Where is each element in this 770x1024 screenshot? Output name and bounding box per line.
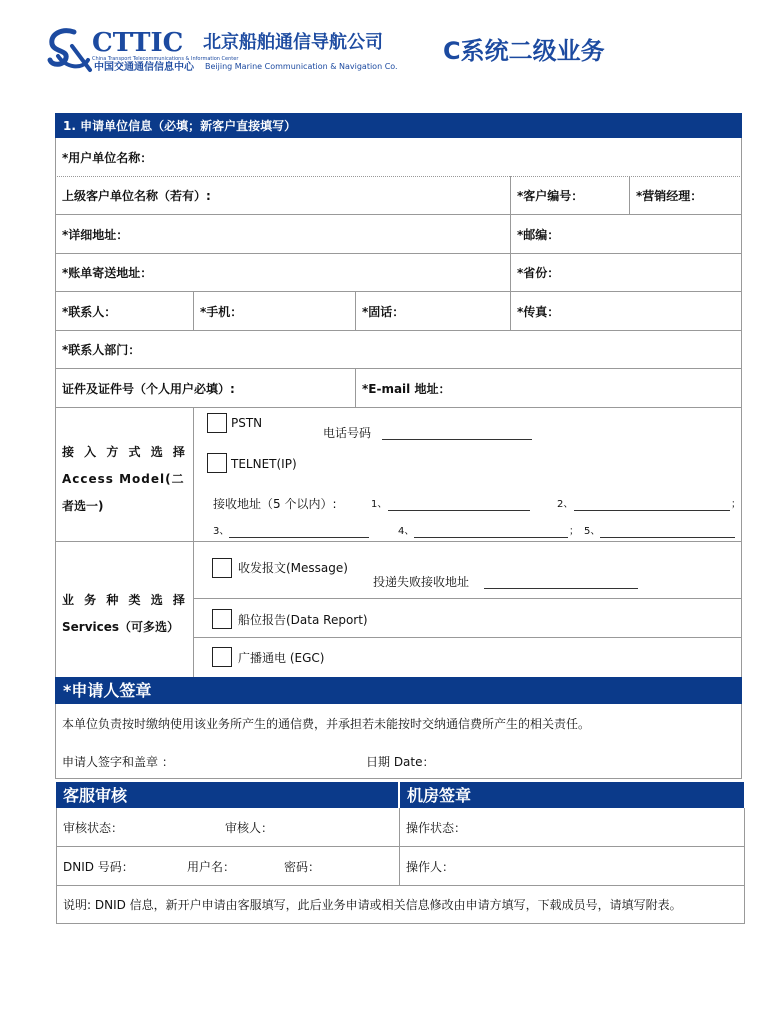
- field-landline: *固话：: [362, 305, 405, 319]
- field-province: *省份：: [517, 266, 560, 280]
- telnet-label: TELNET(IP): [231, 457, 297, 471]
- section1-title: 1. 申请单位信息（必填；新客户直接填写）: [63, 119, 297, 133]
- data-report-checkbox[interactable]: [212, 609, 232, 629]
- cs-review-title: 客服审核: [63, 786, 128, 805]
- field-user-unit: *用户单位名称：: [62, 151, 153, 165]
- field-sales-manager: *营销经理：: [636, 189, 703, 203]
- recv-addr-1-line[interactable]: [388, 510, 530, 511]
- recv-addr-label: 接收地址（5 个以内）:: [213, 497, 337, 511]
- telnet-checkbox[interactable]: [207, 453, 227, 473]
- field-customer-no: *客户编号：: [517, 189, 584, 203]
- op-status-label: 操作状态：: [406, 821, 467, 835]
- doc-title: C系统二级业务: [443, 37, 605, 65]
- message-checkbox[interactable]: [212, 558, 232, 578]
- egc-checkbox[interactable]: [212, 647, 232, 667]
- username-label: 用户名：: [187, 860, 236, 874]
- field-address: *详细地址：: [62, 228, 129, 242]
- logo-cttic: CTTIC: [92, 28, 184, 58]
- recv-addr-2-line[interactable]: [574, 510, 730, 511]
- field-contact-dept: *联系人部门：: [62, 343, 141, 357]
- dnid-label: DNID 号码：: [63, 860, 134, 874]
- field-email: *E-mail 地址：: [362, 382, 451, 396]
- room-sign-title: 机房签章: [407, 786, 472, 805]
- field-bill-address: *账单寄送地址：: [62, 266, 153, 280]
- review-status-label: 审核状态：: [63, 821, 124, 835]
- field-fax: *传真：: [517, 305, 560, 319]
- pstn-label: PSTN: [231, 416, 263, 430]
- fail-addr-line[interactable]: [484, 588, 638, 589]
- egc-label: 广播通电 (EGC): [238, 651, 325, 665]
- company-name-cn: 北京船舶通信导航公司: [203, 32, 383, 53]
- review-note: 说明: DNID 信息，新开户申请由客服填写，此后业务申请或相关信息修改由申请方填写，下载成员号，请填写附表。: [63, 898, 682, 912]
- field-mobile: *手机：: [200, 305, 243, 319]
- message-label: 收发报文(Message): [238, 561, 348, 575]
- logo-small-en: China Transport Telecommunications & Information Center: [92, 56, 239, 62]
- field-parent-unit: 上级客户单位名称（若有）:: [62, 189, 211, 203]
- signature-statement: 本单位负责按时缴纳使用该业务所产生的通信费，并承担若未能按时交纳通信费所产生的相关责任。: [62, 717, 591, 731]
- recv-addr-5-line[interactable]: [600, 537, 735, 538]
- recv-addr-4-line[interactable]: [414, 537, 568, 538]
- operator-label: 操作人：: [406, 860, 455, 874]
- pstn-checkbox[interactable]: [207, 413, 227, 433]
- center-name-cn: 中国交通通信信息中心: [94, 62, 194, 73]
- field-postcode: *邮编：: [517, 228, 560, 242]
- phone-no-line[interactable]: [382, 439, 532, 440]
- reviewer-label: 审核人：: [225, 821, 274, 835]
- data-report-label: 船位报告(Data Report): [238, 613, 368, 627]
- signature-title: *申请人签章: [63, 681, 152, 700]
- sign-label: 申请人签字和盖章 ：: [62, 755, 174, 769]
- phone-no-label: 电话号码: [323, 426, 372, 440]
- company-logo-icon: [44, 26, 94, 74]
- signature-header: [55, 677, 742, 704]
- recv-addr-3-line[interactable]: [229, 537, 369, 538]
- field-id-number: 证件及证件号（个人用户必填）:: [62, 382, 235, 396]
- date-label: 日期 Date：: [366, 755, 435, 769]
- section1-header: [55, 113, 742, 138]
- cs-review-header: [56, 782, 398, 808]
- field-contact: *联系人：: [62, 305, 117, 319]
- room-sign-header: [400, 782, 744, 808]
- company-name-en: Beijing Marine Communication & Navigation Co.: [205, 62, 398, 71]
- password-label: 密码：: [284, 860, 321, 874]
- fail-addr-label: 投递失败接收地址: [373, 575, 470, 589]
